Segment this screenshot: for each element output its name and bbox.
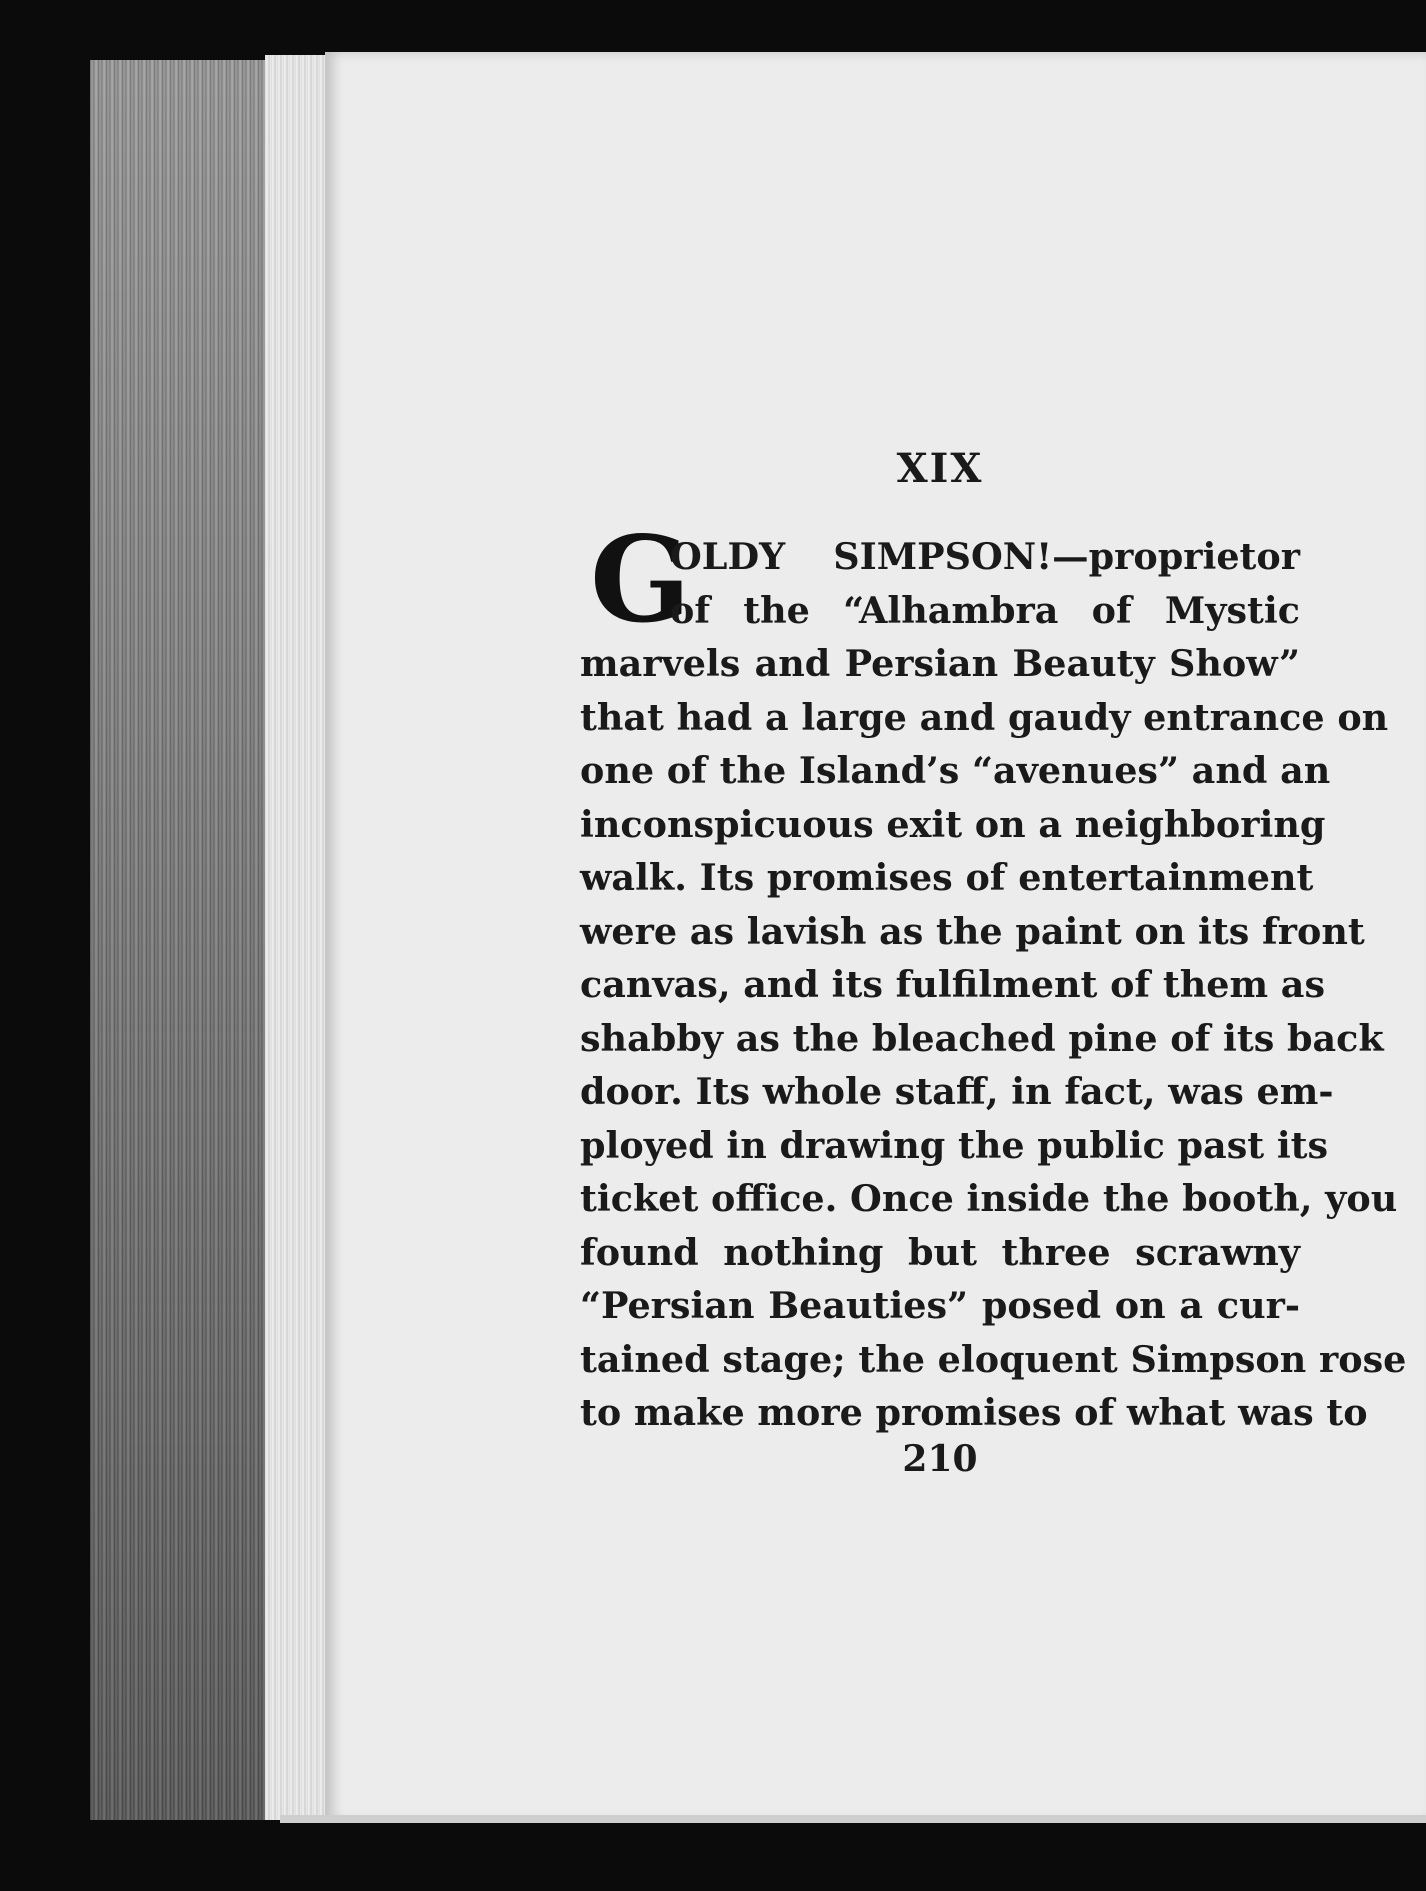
page-number: 210 (902, 1438, 978, 1480)
drop-cap-lines (670, 530, 1300, 637)
text-line: found nothing but three scrawny (580, 1230, 1300, 1274)
text-line: ticket office. Once inside the booth, you (580, 1177, 1398, 1220)
text-line: marvels and Persian Beauty Show” (580, 642, 1300, 685)
text-line: to make more promises of what was to (580, 1391, 1368, 1434)
text-line: walk. Its promises of entertainment (580, 856, 1314, 899)
text-line: “Persian Beauties” posed on a cur- (580, 1284, 1300, 1327)
text-line: tained stage; the eloquent Simpson rose (580, 1337, 1407, 1381)
text-line: of the “Alhambra of Mystic (670, 588, 1300, 632)
text-line: that had a large and gaudy entrance on (580, 695, 1389, 739)
text-line: canvas, and its fulfilment of them as (580, 963, 1325, 1006)
text-line: shabby as the bleached pine of its back (580, 1016, 1384, 1060)
chapter-body (580, 510, 1407, 1440)
page-bottom-edge (280, 1815, 1426, 1823)
text-line: inconspicuous exit on a neighboring (580, 802, 1326, 846)
text-line: ployed in drawing the public past its (580, 1123, 1329, 1167)
text-line: OLDY SIMPSON!—proprietor (670, 535, 1300, 578)
opening-lines (580, 510, 1300, 649)
chapter-heading: XIX (896, 445, 984, 492)
text-line: one of the Island’s “avenues” and an (580, 749, 1331, 792)
text-line: door. Its whole staff, in fact, was em- (580, 1070, 1334, 1113)
text-line: were as lavish as the paint on its front (580, 909, 1365, 953)
drop-cap: G (590, 510, 691, 649)
book-fore-edge (90, 60, 290, 1820)
